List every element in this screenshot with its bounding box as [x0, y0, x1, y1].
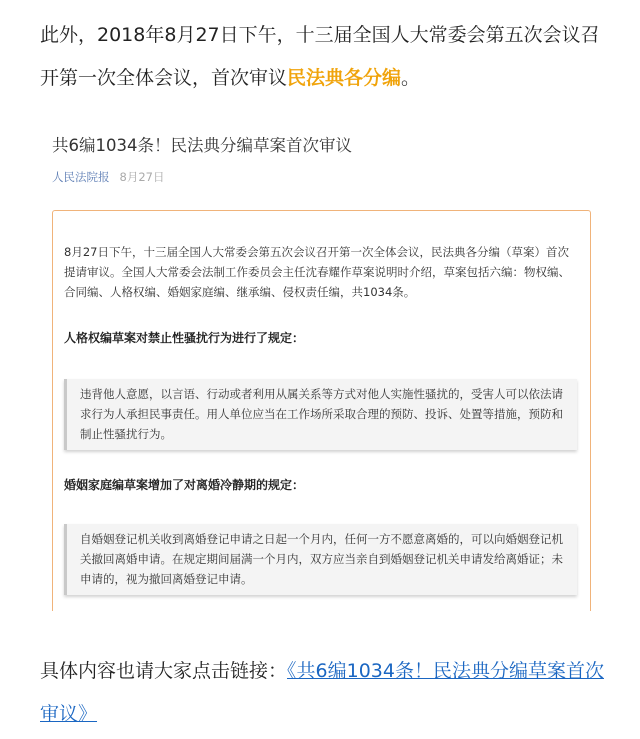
article-preview-box: [52, 210, 591, 611]
card-meta: [52, 169, 164, 185]
article-paragraph: 8月27日下午，十三届全国人大常委会第五次会议召开第一次全体会议，民法典各分编（草案）首次提请审议。全国人大常委会法制工作委员会主任沈春耀作草案说明时介绍，草案包括六编：物权编、合同编、人格权编、婚姻家庭编、继承编、侵权责任编，共1034条。: [64, 245, 570, 299]
intro-text: 此外，2018年8月27日下午，十三届全国人大常委会第五次会议召开第一次全体会议，首次审议: [40, 24, 600, 89]
quote-block-divorce: 自婚姻登记机关收到离婚登记申请之日起一个月内，任何一方不愿意离婚的，可以向婚姻登记机关撤回离婚申请。在规定期间届满一个月内，双方应当亲自到婚姻登记机关申请发给离婚证；未申请的，视为撤回离婚登记申请。: [64, 524, 577, 595]
intro-highlight: 民法典各分编: [287, 67, 402, 89]
outro-paragraph: [40, 650, 615, 736]
article-link[interactable]: 《共6编1034条！民法典分编草案首次审议》: [40, 660, 604, 725]
card-source[interactable]: 人民法院报: [52, 170, 110, 184]
quote-block-harassment: 违背他人意愿，以言语、行动或者利用从属关系等方式对他人实施性骚扰的，受害人可以依法请求行为人承担民事责任。用人单位应当在工作场所采取合理的预防、投诉、处置等措施，预防和制止性骚扰行为。: [64, 379, 577, 450]
section-heading-marriage: 婚姻家庭编草案增加了对离婚冷静期的规定：: [64, 478, 305, 492]
outro-text: 具体内容也请大家点击链接：: [40, 660, 288, 682]
intro-end: 。: [401, 67, 421, 89]
section-heading-personality-rights: 人格权编草案对禁止性骚扰行为进行了规定：: [64, 331, 305, 345]
card-date: 8月27日: [119, 170, 165, 184]
intro-paragraph: [40, 14, 610, 100]
card-title: 共6编1034条！民法典分编草案首次审议: [52, 136, 352, 155]
